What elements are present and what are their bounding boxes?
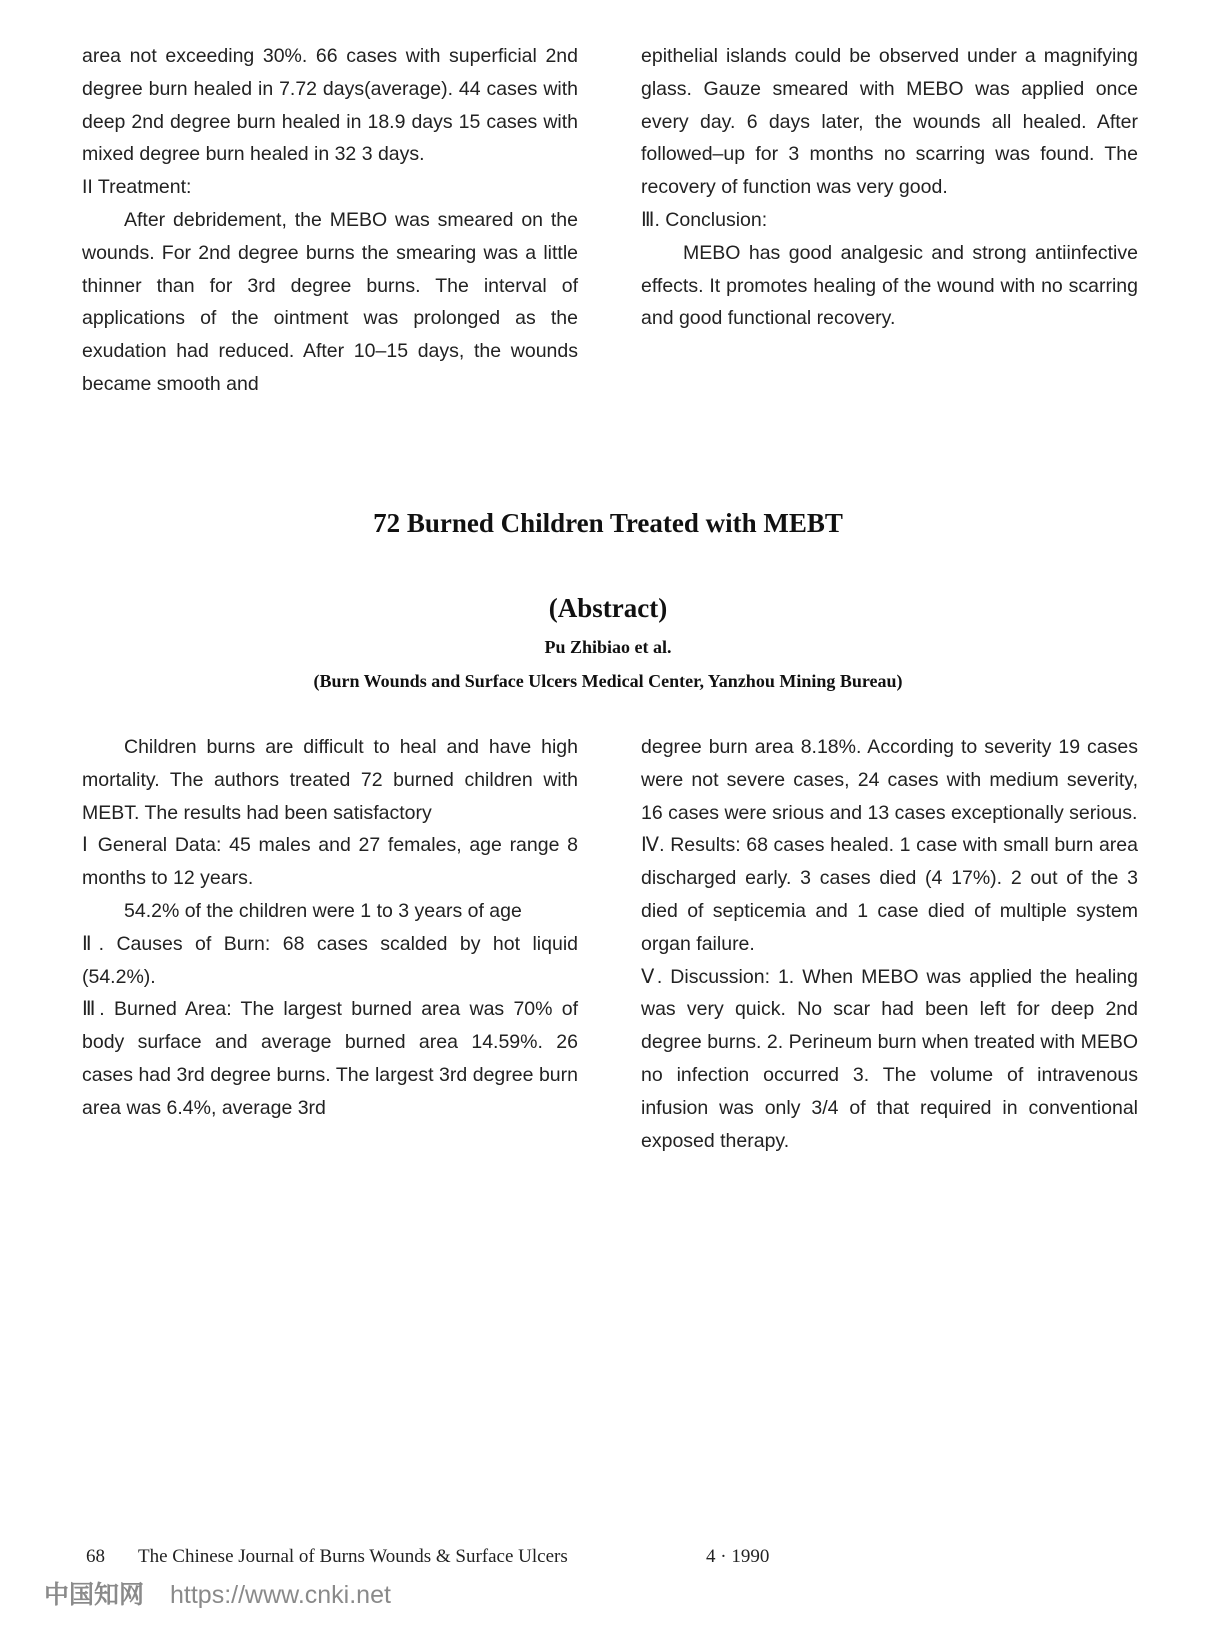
watermark-url: https://www.cnki.net <box>170 1581 391 1609</box>
paragraph: 54.2% of the children were 1 to 3 years of age <box>124 899 522 922</box>
article-left-column <box>82 731 578 1125</box>
paragraph: Ⅲ. Burned Area: The largest burned area was 70% of body surface and average burned area 14.59%. 26 cases had 3rd degree burns. The largest 3rd degree burn area was 6.4%, average 3rd <box>82 998 578 1119</box>
page-number: 68 <box>86 1546 105 1567</box>
watermark-logo: 中国知网 <box>44 1581 145 1609</box>
paragraph: Ⅴ. Discussion: 1. When MEBO was applied the healing was very quick. No scar had been left for deep 2nd degree burns. 2. Perineum burn when treated with MEBO no infection occurred 3. The volume of intravenous infusion was only 3/4 of that required in conventional exposed therapy. <box>641 965 1138 1152</box>
article-right-column <box>641 731 1138 1157</box>
article-author: Pu Zhibiao et al. <box>544 637 672 657</box>
cnki-watermark <box>44 1575 391 1611</box>
article-title: 72 Burned Children Treated with MEBT <box>373 508 843 538</box>
page-footer <box>86 1546 806 1568</box>
paragraph: degree burn area 8.18%. According to severity 19 cases were not severe cases, 24 cases with medium severity, 16 cases were srious and 13 cases exceptionally serious. <box>641 736 1138 824</box>
paragraph: MEBO has good analgesic and strong antiinfective effects. It promotes healing of the wound with no scarring and good functional recovery. <box>641 241 1138 330</box>
paragraph: Children burns are difficult to heal and have high mortality. The authors treated 72 burned children with MEBT. The results had been satisfactory <box>82 736 578 824</box>
paragraph: Ⅱ. Causes of Burn: 68 cases scalded by hot liquid (54.2%). <box>82 932 578 988</box>
continued-right-column <box>641 40 1138 335</box>
paragraph: Ⅳ. Results: 68 cases healed. 1 case with small burn area discharged early. 3 cases died (4 17%). 2 out of the 3 died of septicemia and 1 case died of multiple system organ failure. <box>641 834 1138 955</box>
paragraph: epithelial islands could be observed under a magnifying glass. Gauze smeared with MEBO was applied once every day. 6 days later, the wounds all healed. After followed–up for 3 months no scarring was found. The recovery of function was very good. <box>641 45 1138 199</box>
paragraph: After debridement, the MEBO was smeared on the wounds. For 2nd degree burns the smearing was a little thinner than for 3rd degree burns. The interval of applications of the ointment was prolonged as the exudation had reduced. After 10–15 days, the wounds became smooth and <box>82 208 578 395</box>
continued-left-column <box>82 40 578 401</box>
section-heading: Ⅲ. Conclusion: <box>641 208 768 231</box>
section-heading: II Treatment: <box>82 176 192 199</box>
paragraph: Ⅰ General Data: 45 males and 27 females, age range 8 months to 12 years. <box>82 834 578 890</box>
issue-label: 4 · 1990 <box>706 1546 770 1567</box>
journal-name: The Chinese Journal of Burns Wounds & Surface Ulcers <box>138 1546 568 1567</box>
article-subtitle: (Abstract) <box>548 593 668 623</box>
paragraph: area not exceeding 30%. 66 cases with superficial 2nd degree burn healed in 7.72 days(average). 44 cases with deep 2nd degree burn healed in 18.9 days 15 cases with mixed degree burn healed in 32 3 days. <box>82 45 578 166</box>
article-affiliation: (Burn Wounds and Surface Ulcers Medical Center, Yanzhou Mining Bureau) <box>313 671 903 691</box>
